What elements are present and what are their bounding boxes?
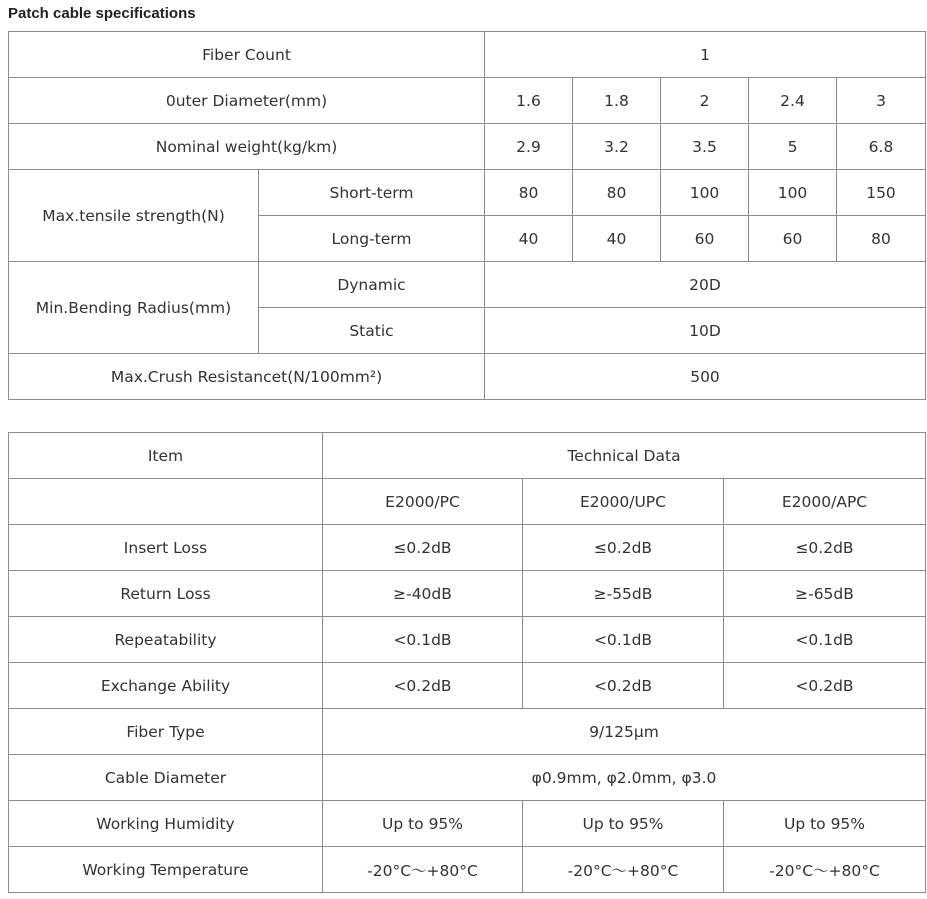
cable-diameter-value: φ0.9mm, φ2.0mm, φ3.0 bbox=[323, 755, 926, 801]
table-row bbox=[9, 262, 926, 308]
table-row bbox=[9, 571, 926, 617]
connector-header: E2000/PC bbox=[323, 479, 523, 525]
item-header: Item bbox=[9, 433, 323, 479]
table-row bbox=[9, 617, 926, 663]
crush-resistance-label: Max.Crush Resistancet(N/100mm²) bbox=[9, 354, 485, 400]
tensile-short-term-label: Short-term bbox=[259, 170, 485, 216]
page-title: Patch cable specifications bbox=[8, 5, 196, 22]
bending-radius-label: Min.Bending Radius(mm) bbox=[9, 262, 259, 354]
insert-loss-value: ≤0.2dB bbox=[323, 525, 523, 571]
insert-loss-label: Insert Loss bbox=[9, 525, 323, 571]
repeatability-value: <0.1dB bbox=[523, 617, 724, 663]
fiber-count-value: 1 bbox=[485, 32, 926, 78]
empty-cell bbox=[9, 479, 323, 525]
working-temperature-value: -20°C～+80°C bbox=[323, 847, 523, 893]
fiber-type-value: 9/125μm bbox=[323, 709, 926, 755]
outer-diameter-value: 2 bbox=[661, 78, 749, 124]
tensile-short-term-value: 100 bbox=[749, 170, 837, 216]
tensile-long-term-value: 40 bbox=[485, 216, 573, 262]
table-row bbox=[9, 32, 926, 78]
nominal-weight-value: 3.2 bbox=[573, 124, 661, 170]
exchange-ability-value: <0.2dB bbox=[323, 663, 523, 709]
table-row bbox=[9, 801, 926, 847]
working-humidity-label: Working Humidity bbox=[9, 801, 323, 847]
tensile-long-term-value: 40 bbox=[573, 216, 661, 262]
table-row bbox=[9, 170, 926, 216]
tensile-long-term-value: 80 bbox=[837, 216, 926, 262]
tensile-short-term-value: 100 bbox=[661, 170, 749, 216]
working-temperature-value: -20°C～+80°C bbox=[724, 847, 926, 893]
outer-diameter-value: 2.4 bbox=[749, 78, 837, 124]
repeatability-label: Repeatability bbox=[9, 617, 323, 663]
return-loss-value: ≥-55dB bbox=[523, 571, 724, 617]
return-loss-label: Return Loss bbox=[9, 571, 323, 617]
return-loss-value: ≥-40dB bbox=[323, 571, 523, 617]
nominal-weight-label: Nominal weight(kg/km) bbox=[9, 124, 485, 170]
table-row bbox=[9, 847, 926, 893]
table-row bbox=[9, 354, 926, 400]
table-row bbox=[9, 709, 926, 755]
exchange-ability-value: <0.2dB bbox=[724, 663, 926, 709]
table-row bbox=[9, 124, 926, 170]
patch-cable-spec-table bbox=[8, 31, 926, 400]
cable-diameter-label: Cable Diameter bbox=[9, 755, 323, 801]
tensile-long-term-value: 60 bbox=[749, 216, 837, 262]
table-row bbox=[9, 663, 926, 709]
table-row bbox=[9, 525, 926, 571]
fiber-count-label: Fiber Count bbox=[9, 32, 485, 78]
repeatability-value: <0.1dB bbox=[724, 617, 926, 663]
nominal-weight-value: 2.9 bbox=[485, 124, 573, 170]
fiber-type-label: Fiber Type bbox=[9, 709, 323, 755]
bending-dynamic-label: Dynamic bbox=[259, 262, 485, 308]
bending-static-value: 10D bbox=[485, 308, 926, 354]
insert-loss-value: ≤0.2dB bbox=[724, 525, 926, 571]
outer-diameter-value: 1.6 bbox=[485, 78, 573, 124]
crush-resistance-value: 500 bbox=[485, 354, 926, 400]
table-row bbox=[9, 433, 926, 479]
table-row bbox=[9, 479, 926, 525]
table-row bbox=[9, 755, 926, 801]
technical-data-table bbox=[8, 432, 926, 893]
tensile-short-term-value: 80 bbox=[485, 170, 573, 216]
repeatability-value: <0.1dB bbox=[323, 617, 523, 663]
outer-diameter-value: 1.8 bbox=[573, 78, 661, 124]
nominal-weight-value: 6.8 bbox=[837, 124, 926, 170]
insert-loss-value: ≤0.2dB bbox=[523, 525, 724, 571]
table-row bbox=[9, 78, 926, 124]
exchange-ability-label: Exchange Ability bbox=[9, 663, 323, 709]
working-temperature-value: -20°C～+80°C bbox=[523, 847, 724, 893]
tensile-long-term-value: 60 bbox=[661, 216, 749, 262]
working-temperature-label: Working Temperature bbox=[9, 847, 323, 893]
return-loss-value: ≥-65dB bbox=[724, 571, 926, 617]
nominal-weight-value: 3.5 bbox=[661, 124, 749, 170]
working-humidity-value: Up to 95% bbox=[523, 801, 724, 847]
connector-header: E2000/UPC bbox=[523, 479, 724, 525]
tensile-short-term-value: 80 bbox=[573, 170, 661, 216]
connector-header: E2000/APC bbox=[724, 479, 926, 525]
technical-data-header: Technical Data bbox=[323, 433, 926, 479]
nominal-weight-value: 5 bbox=[749, 124, 837, 170]
outer-diameter-label: 0uter Diameter(mm) bbox=[9, 78, 485, 124]
working-humidity-value: Up to 95% bbox=[323, 801, 523, 847]
outer-diameter-value: 3 bbox=[837, 78, 926, 124]
bending-dynamic-value: 20D bbox=[485, 262, 926, 308]
tensile-short-term-value: 150 bbox=[837, 170, 926, 216]
exchange-ability-value: <0.2dB bbox=[523, 663, 724, 709]
bending-static-label: Static bbox=[259, 308, 485, 354]
tensile-long-term-label: Long-term bbox=[259, 216, 485, 262]
working-humidity-value: Up to 95% bbox=[724, 801, 926, 847]
tensile-strength-label: Max.tensile strength(N) bbox=[9, 170, 259, 262]
